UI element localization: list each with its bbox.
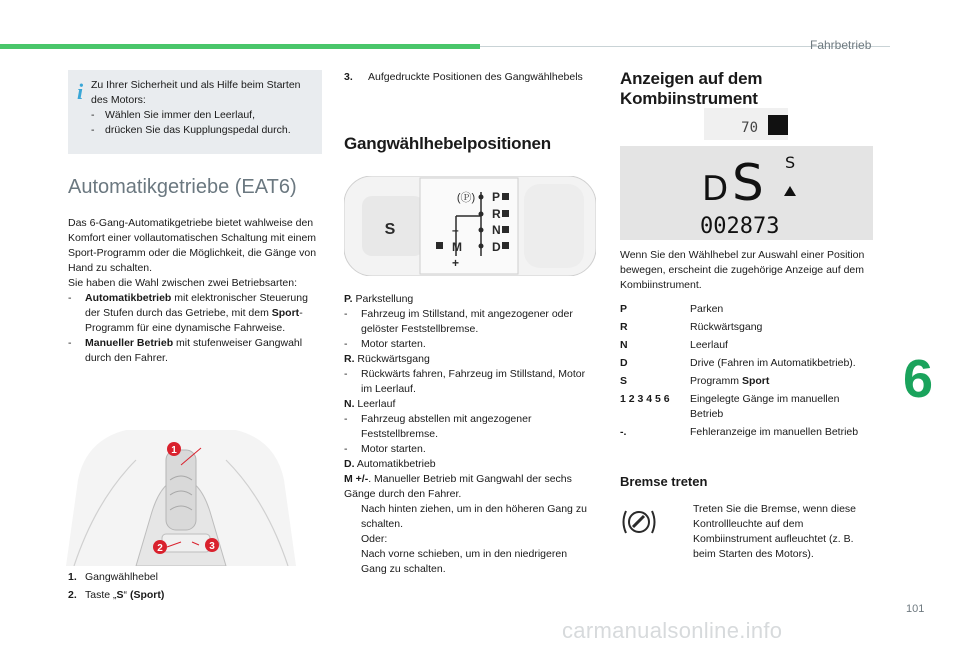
brake-pedal-warning-icon bbox=[620, 508, 658, 536]
section-label: Fahrbetrieb bbox=[810, 38, 872, 52]
arrow-icon bbox=[344, 547, 361, 577]
cluster-top-value: 70 bbox=[741, 120, 758, 136]
mode-manual: - Manueller Betrieb mit stufenweiser Gangwahl durch den Fahrer. bbox=[68, 337, 303, 364]
figure-legend-1 bbox=[68, 570, 323, 603]
info-icon: i bbox=[77, 79, 84, 104]
cluster-mode: S bbox=[732, 154, 764, 212]
indicator-row: S Programm Sport bbox=[620, 375, 770, 387]
page-number: 101 bbox=[906, 603, 925, 615]
legend-item: 1. Gangwählhebel bbox=[68, 571, 158, 583]
indicator-row: N Leerlauf bbox=[620, 339, 728, 351]
indicator-row: R Rückwärtsgang bbox=[620, 321, 763, 333]
info-item: - drücken Sie das Kupplungspedal durch. bbox=[91, 124, 291, 136]
legend-item: 3. Aufgedruckte Positionen des Gangwählhebels bbox=[344, 71, 583, 83]
info-text bbox=[91, 78, 316, 138]
gear-panel-illustration bbox=[344, 176, 596, 276]
gear-lever-illustration bbox=[66, 420, 296, 566]
panel-minus: – bbox=[452, 223, 459, 237]
panel-M: M bbox=[452, 240, 462, 254]
cluster-small-s: S bbox=[785, 153, 796, 172]
indicator-row: 1 2 3 4 5 6 Eingelegte Gänge im manuellen Betrieb bbox=[620, 393, 840, 420]
header-accent-bar bbox=[0, 44, 480, 49]
indicator-row: D Drive (Fahren im Automatikbetrieb). bbox=[620, 357, 856, 369]
cluster-gear: D bbox=[702, 169, 729, 209]
legend-item: 2. Taste „S“ (Sport) bbox=[68, 589, 165, 601]
indicator-row: P Parken bbox=[620, 303, 724, 315]
cluster-description: Wenn Sie den Wählhebel zur Auswahl einer Position bewegen, erscheint die zugehörige Anzeige auf dem Kombiinstrument. bbox=[620, 249, 865, 291]
panel-D: D bbox=[492, 240, 501, 254]
section-title-positions: Gangwählhebelpositionen bbox=[344, 134, 551, 153]
callout-3: 3 bbox=[209, 541, 215, 552]
instrument-cluster-illustration bbox=[620, 108, 873, 240]
info-intro: Zu Ihrer Sicherheit und als Hilfe beim Starten des Motors: bbox=[91, 79, 301, 106]
panel-P: P bbox=[492, 190, 501, 204]
footer-watermark: carmanualsonline.info bbox=[562, 618, 783, 643]
arrow-icon bbox=[676, 502, 693, 562]
panel-N: N bbox=[492, 223, 501, 237]
figure-legend-2 bbox=[344, 70, 594, 85]
section-title-cluster: Anzeigen auf dem Kombiinstrument bbox=[620, 69, 763, 108]
indicator-table bbox=[620, 302, 880, 443]
indicator-row: -. Fehleranzeige im manuellen Betrieb bbox=[620, 426, 859, 438]
panel-sport-label: S bbox=[384, 221, 396, 238]
section-title-brake: Bremse treten bbox=[620, 474, 708, 489]
eat6-description: Das 6-Gang-Automatikgetriebe bietet wahlweise den Komfort einer vollautomatischen Schaltung mit einem Sport-Programm oder die Möglichkeit, die Gänge von Hand zu schalten. Sie haben die Wahl zwischen zwei Betriebsarten: - Automatikbetrieb mit elektronischer Steuerung der Stufen durch das Getriebe, mit dem Sport-Programm für eine dynamische Fahrweise. - Manueller Betrieb mit stufenweiser Gangwahl durch den Fahrer. bbox=[68, 216, 323, 366]
callout-2: 2 bbox=[157, 543, 163, 554]
brake-icon: (Ⓟ) bbox=[456, 192, 476, 204]
arrow-icon bbox=[344, 502, 361, 547]
panel-plus: + bbox=[452, 256, 460, 270]
cluster-odometer: 002873 bbox=[700, 214, 780, 239]
callout-1: 1 bbox=[171, 445, 177, 456]
chapter-number: 6 bbox=[903, 349, 934, 409]
mode-automatic: - Automatikbetrieb mit elektronischer Steuerung der Stufen durch das Getriebe, mit dem Sport-Programm für eine dynamische Fahrweise. bbox=[68, 292, 308, 334]
positions-description: P. Parkstellung - Fahrzeug im Stillstand, mit angezogener oder gelöster Feststellbremse. - Motor starten. R. Rückwärtsgang - Rückwärts fahren, Fahrzeug im Stillstand, Motor im Leerlauf. N. Leerlauf - Fahrzeug abstellen mit angezogener Feststellbremse. - Motor starten. D. Automatikbetrieb M +/-. Manueller Betrieb mit Gangwahl der sechs Gänge durch den Fahrer. Nach hinten ziehen, um in den höheren Gang zu schalten. Oder: Nach vorne schieben, um in den niedrigeren Gang zu schalten. bbox=[344, 293, 587, 575]
section-title-eat6: Automatikgetriebe (EAT6) bbox=[68, 176, 297, 198]
info-item: - Wählen Sie immer den Leerlauf, bbox=[91, 109, 255, 121]
panel-R: R bbox=[492, 207, 501, 221]
brake-description: Treten Sie die Bremse, wenn diese Kontrollleuchte auf dem Kombiinstrument aufleuchtet (z. B. beim Starten des Motors). bbox=[676, 502, 876, 562]
